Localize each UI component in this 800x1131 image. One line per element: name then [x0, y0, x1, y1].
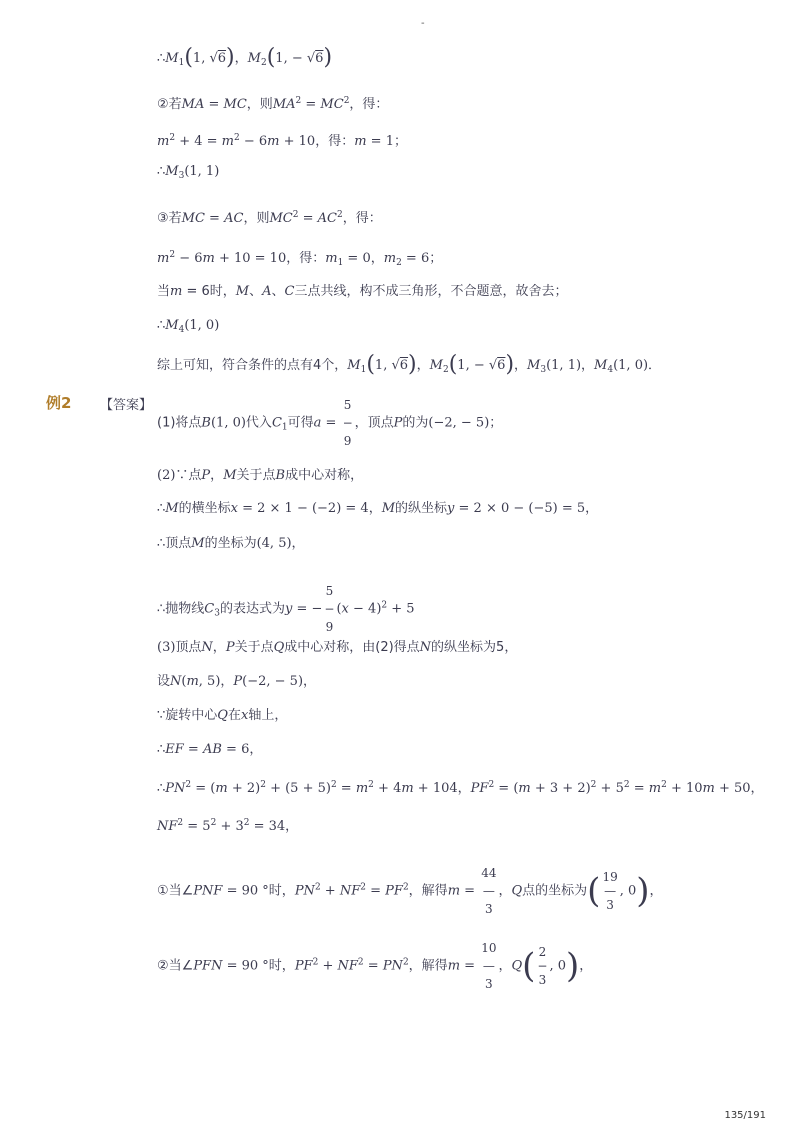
- line-case-2: [157, 91, 388, 115]
- therefore-symbol: ∴: [157, 51, 166, 66]
- text: + 2): [227, 781, 261, 796]
- fraction-10-3: [481, 941, 496, 991]
- superscript: 2: [381, 600, 388, 611]
- superscript: 2: [330, 780, 337, 790]
- text: 的纵坐标: [395, 501, 448, 516]
- text: =: [301, 97, 321, 112]
- sqrt-expr: √6: [306, 51, 324, 66]
- text: = 6；: [401, 251, 443, 266]
- superscript: 2: [623, 780, 630, 790]
- therefore-symbol: ∴: [157, 781, 166, 796]
- radicand: 6: [399, 358, 409, 373]
- math-var: C: [204, 601, 215, 617]
- subscript: 1: [360, 365, 367, 375]
- math-var: MA: [181, 97, 205, 112]
- answer-parabola-c3: [157, 584, 415, 634]
- text: ∵旋转中心: [157, 708, 218, 723]
- text: + 4: [373, 781, 402, 796]
- subscript: 2: [396, 258, 402, 268]
- paren-open: (: [366, 352, 375, 377]
- subscript: 4: [607, 365, 614, 375]
- math-var: m: [648, 781, 662, 796]
- coord-text: 1, −: [457, 358, 489, 373]
- text: 综上可知，符合条件的点有4个，: [157, 358, 348, 373]
- text: =: [298, 211, 318, 226]
- math-var: AC: [317, 211, 337, 226]
- text: ②当∠: [157, 958, 194, 974]
- paren-open: (: [522, 946, 536, 986]
- math-var: Q: [273, 640, 285, 655]
- answer-nf: [157, 813, 298, 837]
- math-var: MA: [272, 97, 296, 112]
- answer-coords-m: [157, 499, 598, 519]
- math-var: M: [165, 501, 179, 516]
- text: ，: [649, 883, 663, 899]
- text: ，解得: [408, 958, 448, 974]
- fraction-bar: —: [604, 884, 617, 898]
- radicand: 6: [217, 51, 227, 66]
- text: =: [321, 415, 341, 431]
- text: , 5)，: [198, 674, 234, 689]
- text: 的坐标为(4, 5)，: [204, 536, 305, 551]
- math-var: M: [429, 358, 443, 373]
- therefore-symbol: ∴: [157, 501, 166, 516]
- answer-set-np: [157, 672, 316, 692]
- math-var: y: [284, 601, 293, 617]
- line-discard: [157, 282, 567, 302]
- subscript: 3: [540, 365, 547, 375]
- text: = 2 × 0 − (−5) = 5，: [454, 501, 599, 516]
- math-var: m: [157, 251, 170, 266]
- numerator: 5: [343, 398, 352, 412]
- math-var: Q: [511, 883, 523, 899]
- text: (1)将点: [157, 415, 202, 431]
- text: − 6: [175, 251, 203, 266]
- math-var: AB: [202, 742, 222, 757]
- answer-tag: 【答案】: [100, 398, 153, 413]
- text: 关于点: [236, 468, 276, 483]
- text: (−2, − 5)，: [242, 674, 317, 689]
- math-var: m: [170, 284, 183, 299]
- math-var: M: [381, 501, 396, 516]
- text: + 5: [596, 781, 624, 796]
- line-equation-m2: [157, 245, 442, 273]
- denominator: 9: [325, 620, 334, 634]
- math-var: m: [447, 958, 461, 974]
- answer-part-3-intro: [157, 638, 517, 658]
- denominator: 3: [485, 902, 493, 916]
- math-var: M: [347, 358, 361, 373]
- fraction-44-3: [481, 866, 496, 916]
- superscript: 2: [402, 882, 409, 893]
- text: = 6时，: [182, 284, 236, 299]
- math-var: M: [235, 284, 250, 299]
- math-var: NF: [157, 819, 178, 834]
- text: 在: [227, 708, 241, 723]
- math-var: MC: [223, 97, 247, 112]
- superscript: 2: [368, 780, 374, 790]
- text: = 2 × 1 − (−2) = 4，: [237, 501, 382, 516]
- math-var: N: [419, 640, 432, 655]
- math-var: m: [702, 781, 715, 796]
- superscript: 2: [177, 818, 184, 828]
- header-mark: -: [421, 18, 425, 29]
- answer-ef-ab: [157, 740, 262, 760]
- radicand: 6: [497, 358, 506, 373]
- math-var: PN: [165, 781, 186, 796]
- math-var: m: [383, 251, 397, 266]
- coord-text: (1, 1): [184, 164, 220, 179]
- text: =: [363, 958, 383, 974]
- paren-open: (: [587, 871, 601, 911]
- paren-close: ): [566, 946, 580, 986]
- line-equation-m1: $m^2 + 4 = m^2 - 6m + 10$，得：m = 1；: [157, 133, 407, 149]
- math-var: M: [165, 51, 179, 66]
- math-var: m: [518, 781, 531, 796]
- example-label: 例2: [46, 394, 72, 412]
- text: ，: [579, 958, 593, 974]
- math-var: C: [284, 284, 295, 299]
- superscript: 2: [314, 882, 321, 893]
- superscript: 2: [260, 780, 266, 790]
- text: =: [460, 883, 480, 899]
- superscript: 2: [336, 210, 343, 220]
- text: (2)∵点: [157, 468, 202, 483]
- text: = 6，: [221, 742, 263, 757]
- paren-open: (: [266, 45, 276, 70]
- coord-text: (1, 0)．: [613, 358, 662, 373]
- line-case-3: [157, 205, 382, 229]
- coord-text: 1, −: [275, 51, 307, 66]
- coord-text: (1, 0): [184, 318, 220, 333]
- fraction-19-3: [602, 870, 617, 912]
- superscript: 2: [661, 780, 667, 790]
- text: ，: [498, 883, 512, 899]
- math-var: P: [393, 415, 403, 431]
- text: ，得：: [342, 211, 382, 226]
- text: 成中心对称，: [285, 468, 364, 483]
- math-var: M: [594, 358, 608, 373]
- math-var: P: [201, 468, 211, 483]
- text: − 4): [348, 601, 382, 617]
- superscript: 2: [185, 780, 192, 790]
- math-var: m: [186, 674, 199, 689]
- superscript: 2: [343, 96, 350, 106]
- text: ，: [212, 640, 226, 655]
- text: 当: [157, 284, 171, 299]
- math-var: M: [223, 468, 237, 483]
- math-var: MC: [320, 97, 344, 112]
- text: + 3 + 2): [530, 781, 591, 796]
- math-var: m: [325, 251, 338, 266]
- text: 、: [271, 284, 285, 299]
- fraction-bar: −: [342, 416, 353, 430]
- subscript: 3: [214, 608, 220, 619]
- fraction-bar: −: [537, 959, 548, 973]
- therefore-symbol: ∴: [157, 318, 166, 333]
- coord-text: 1,: [192, 51, 210, 66]
- text: + 104，: [413, 781, 471, 796]
- math-var: Q: [217, 708, 228, 723]
- fraction-5-9: [343, 398, 353, 448]
- text: ，则: [243, 211, 270, 226]
- text: ②若: [157, 97, 182, 112]
- math-var: M: [191, 536, 205, 551]
- text: = 90 °时，: [222, 958, 295, 974]
- math-var: P: [233, 674, 243, 689]
- math-var: B: [275, 468, 286, 483]
- math-var: y: [447, 501, 455, 516]
- therefore-symbol: ∴: [157, 742, 166, 757]
- math-var: N: [201, 640, 213, 655]
- text: 的为(−2, − 5)；: [402, 415, 503, 431]
- text: (: [336, 601, 342, 617]
- text: = −: [292, 601, 323, 617]
- superscript: 2: [292, 210, 299, 220]
- superscript: 2: [210, 818, 217, 828]
- text: ，解得: [408, 883, 448, 899]
- text: ，: [498, 958, 512, 974]
- math-var: MC: [269, 211, 293, 226]
- answer-rotation-center: [157, 706, 287, 726]
- math-var: m: [202, 251, 215, 266]
- text: =: [204, 97, 224, 112]
- math-var: PN: [382, 958, 403, 974]
- math-var: AC: [224, 211, 244, 226]
- math-var: PFN: [193, 958, 223, 974]
- math-var: x: [341, 601, 349, 617]
- text: =: [365, 883, 386, 899]
- text: ∴顶点: [157, 536, 192, 551]
- text: =: [460, 958, 480, 974]
- therefore-symbol: ∴: [157, 164, 166, 179]
- sqrt-expr: √6: [209, 51, 227, 66]
- subscript: 2: [260, 58, 267, 68]
- text: 可得: [287, 415, 314, 431]
- subscript: 4: [178, 325, 185, 335]
- answer-pn-pf: [157, 775, 764, 799]
- fraction-bar: —: [482, 884, 495, 898]
- text: + 10 = 10，得：: [214, 251, 326, 266]
- paren-open: (: [448, 352, 458, 377]
- coord-text: (1, 1)，: [546, 358, 595, 373]
- text: = 0，: [343, 251, 384, 266]
- math-var: MC: [181, 211, 205, 226]
- superscript: 2: [169, 250, 176, 260]
- subscript: 1: [178, 58, 185, 68]
- text: ③若: [157, 211, 182, 226]
- numerator: 5: [325, 584, 334, 598]
- math-var: M: [165, 164, 179, 179]
- text: ，: [210, 468, 224, 483]
- math-var: PNF: [193, 883, 223, 899]
- text: + (5 + 5): [265, 781, 331, 796]
- text: ∴抛物线: [157, 601, 205, 617]
- superscript: 2: [312, 957, 319, 968]
- superscript: 2: [243, 818, 250, 828]
- math-var: P: [225, 640, 235, 655]
- denominator: 3: [606, 898, 614, 912]
- text: =: [183, 742, 203, 757]
- text: (3)顶点: [157, 640, 202, 655]
- text: 、: [249, 284, 263, 299]
- paren-open: (: [184, 45, 193, 70]
- math-var: PF: [294, 958, 313, 974]
- text: = 34，: [249, 819, 299, 834]
- line-m4: [157, 316, 219, 340]
- subscript: 3: [178, 171, 185, 181]
- numerator: 2: [538, 945, 547, 959]
- answer-case-pfn: [157, 941, 592, 991]
- fraction-bar: —: [482, 959, 495, 973]
- text: + 5: [387, 601, 415, 617]
- math-expr: $m^2 + 4 = m^2 - 6m + 10$: [157, 133, 316, 149]
- text: =: [629, 781, 649, 796]
- math-var: m: [215, 781, 228, 796]
- subscript: 1: [281, 422, 288, 433]
- text: 关于点: [234, 640, 274, 655]
- radicand: 6: [315, 51, 324, 66]
- text: ，得：: [349, 97, 389, 112]
- math-var: M: [247, 51, 261, 66]
- math-var: m: [401, 781, 414, 796]
- sqrt-expr: √6: [391, 358, 409, 373]
- text: 的横坐标: [178, 501, 231, 516]
- math-var: B: [201, 415, 211, 431]
- numerator: 19: [602, 870, 618, 884]
- denominator: 9: [343, 434, 352, 448]
- line-m3: [157, 162, 219, 186]
- math-var: M: [527, 358, 541, 373]
- text: ，顶点: [354, 415, 394, 431]
- text: = 90 °时，: [222, 883, 295, 899]
- text: =: [336, 781, 356, 796]
- text: 的表达式为: [219, 601, 285, 617]
- paren-close: ): [636, 871, 650, 911]
- denominator: 3: [538, 973, 547, 987]
- math-var: PF: [470, 781, 489, 796]
- answer-case-pnf: [157, 866, 663, 916]
- answer-part-1: [157, 398, 502, 448]
- math-var: a: [313, 415, 322, 431]
- fraction-bar: −: [324, 602, 335, 616]
- fraction-5-9: [324, 584, 334, 634]
- text: 点的坐标为: [522, 883, 588, 899]
- superscript: 2: [360, 882, 366, 893]
- text: = 5: [183, 819, 211, 834]
- math-var: PF: [385, 883, 403, 899]
- text: + 3: [216, 819, 244, 834]
- text: (: [181, 674, 187, 689]
- math-var: x: [240, 708, 249, 723]
- text: 成中心对称，由(2)得点: [284, 640, 420, 655]
- paren-close: ): [408, 352, 417, 377]
- text: ①当∠: [157, 883, 194, 899]
- paren-close: ): [323, 45, 333, 70]
- superscript: 2: [402, 957, 409, 968]
- fraction-2-3: [537, 945, 547, 987]
- numerator: 10: [481, 941, 497, 955]
- math-var: PN: [294, 883, 315, 899]
- math-var: Q: [511, 958, 523, 974]
- subscript: 2: [442, 365, 449, 375]
- text: =: [204, 211, 225, 226]
- answer-part-2-intro: [157, 466, 363, 486]
- text: 轴上，: [248, 708, 288, 723]
- text: , 0: [619, 883, 637, 899]
- page-number: 135/191: [724, 1110, 766, 1121]
- text: + 50，: [714, 781, 764, 796]
- text: (1, 0)代入: [210, 415, 272, 431]
- math-var: m: [355, 781, 369, 796]
- text: +: [318, 958, 338, 974]
- paren-close: ): [226, 45, 235, 70]
- math-var: N: [170, 674, 182, 689]
- text: 的纵坐标为5，: [431, 640, 518, 655]
- text: +: [320, 883, 340, 899]
- text: 设: [157, 674, 171, 689]
- text: = (: [494, 781, 519, 796]
- paren-close: ): [505, 352, 515, 377]
- math-var: C: [271, 415, 282, 431]
- math-var: x: [230, 501, 238, 516]
- math-var: EF: [165, 742, 184, 757]
- numerator: 44: [481, 866, 497, 880]
- text: ，: [416, 358, 430, 373]
- math-var: NF: [339, 883, 361, 899]
- coord-text: 1,: [374, 358, 392, 373]
- math-var: m: [447, 883, 461, 899]
- answer-vertex-m: [157, 534, 305, 554]
- math-var: NF: [337, 958, 358, 974]
- line-summary: [157, 353, 661, 380]
- superscript: 2: [590, 780, 597, 790]
- line-m1-m2: $\therefore M_1(1$, √6)，$M_2(1$, − √6): [157, 45, 333, 70]
- text: 三点共线，构不成三角形，不合题意，故舍去；: [294, 284, 568, 299]
- text: + 10: [666, 781, 703, 796]
- superscript: 2: [488, 780, 495, 790]
- superscript: 2: [295, 96, 302, 106]
- superscript: 2: [357, 957, 364, 968]
- sqrt-expr: √6: [488, 358, 506, 373]
- math-var: A: [262, 284, 272, 299]
- text: , 0: [549, 958, 567, 974]
- text: ，: [514, 358, 528, 373]
- text: = (: [191, 781, 216, 796]
- denominator: 3: [485, 977, 493, 991]
- text: ，则: [246, 97, 273, 112]
- subscript: 1: [337, 258, 344, 268]
- math-var: M: [165, 318, 179, 333]
